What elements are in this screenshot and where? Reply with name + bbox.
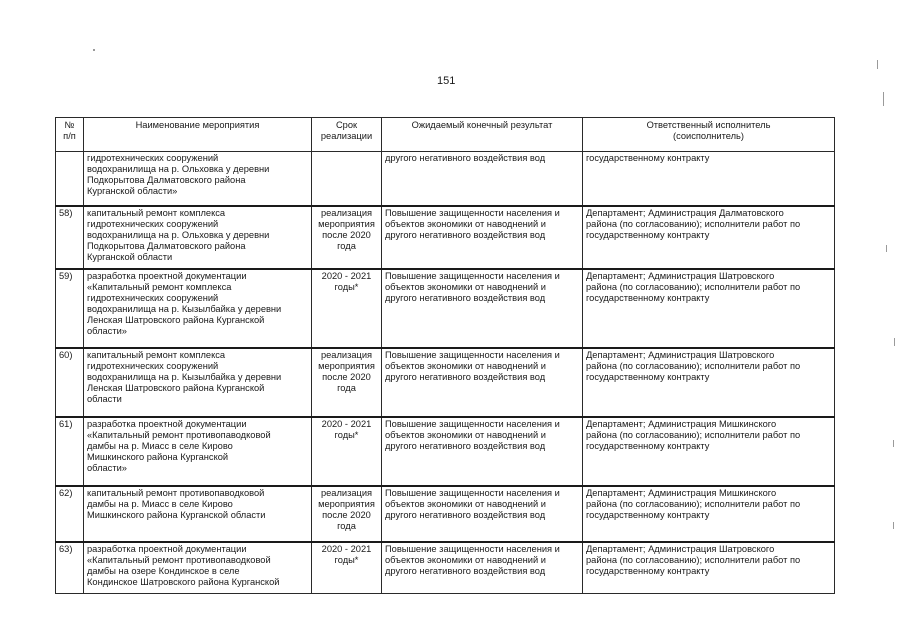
scan-speck — [93, 49, 95, 51]
row-measure-name: разработка проектной документации «Капитальный ремонт комплекса гидротехнических сооружений водохранилища на р. Кызылбайка у деревни Ленская Шатровского района Курганской области» — [84, 269, 312, 348]
row-responsible: Департамент; Администрация Шатровского района (по согласованию); исполнители работ по государственному контракту — [583, 542, 835, 594]
row-term — [312, 152, 382, 206]
header-result: Ожидаемый конечный результат — [382, 118, 583, 152]
row-term: 2020 - 2021 годы* — [312, 269, 382, 348]
measures-table — [55, 117, 835, 594]
row-responsible: Департамент; Администрация Шатровского района (по согласованию); исполнители работ по государственному контракту — [583, 269, 835, 348]
scan-speck — [894, 338, 895, 346]
table-row — [56, 152, 835, 206]
scan-speck — [886, 245, 887, 252]
row-result: Повышение защищенности населения и объектов экономики от наводнений и другого негативного воздействия вод — [382, 269, 583, 348]
row-term: реализация мероприятия после 2020 года — [312, 348, 382, 417]
row-result: Повышение защищенности населения и объектов экономики от наводнений и другого негативного воздействия вод — [382, 348, 583, 417]
row-number: 58) — [56, 206, 84, 269]
row-number — [56, 152, 84, 206]
row-number: 61) — [56, 417, 84, 486]
header-number: № п/п — [56, 118, 84, 152]
header-responsible: Ответственный исполнитель (соисполнитель) — [583, 118, 835, 152]
table-header-row — [56, 118, 835, 152]
row-result: Повышение защищенности населения и объектов экономики от наводнений и другого негативного воздействия вод — [382, 486, 583, 542]
table-row — [56, 417, 835, 486]
row-term: 2020 - 2021 годы* — [312, 417, 382, 486]
scan-speck — [893, 522, 894, 529]
row-result: Повышение защищенности населения и объектов экономики от наводнений и другого негативного воздействия вод — [382, 417, 583, 486]
table-row — [56, 542, 835, 594]
scan-speck — [877, 60, 878, 69]
scan-speck — [883, 92, 884, 106]
row-responsible: Департамент; Администрация Далматовского района (по согласованию); исполнители работ по государственному контракту — [583, 206, 835, 269]
row-number: 60) — [56, 348, 84, 417]
row-measure-name: гидротехнических сооружений водохранилища на р. Ольховка у деревни Подкорытова Далматовского района Курганской области» — [84, 152, 312, 206]
page-number: 151 — [437, 75, 456, 87]
header-name: Наименование мероприятия — [84, 118, 312, 152]
row-measure-name: капитальный ремонт противопаводковой дамбы на р. Миасс в селе Кирово Мишкинского района Курганской области — [84, 486, 312, 542]
header-term: Срок реализации — [312, 118, 382, 152]
row-measure-name: разработка проектной документации «Капитальный ремонт противопаводковой дамбы на озере Кондинское в селе Кондинское Шатровского района Курганской — [84, 542, 312, 594]
row-responsible: Департамент; Администрация Шатровского района (по согласованию); исполнители работ по государственному контракту — [583, 348, 835, 417]
table-row — [56, 348, 835, 417]
row-result: Повышение защищенности населения и объектов экономики от наводнений и другого негативного воздействия вод — [382, 206, 583, 269]
row-result: Повышение защищенности населения и объектов экономики от наводнений и другого негативного воздействия вод — [382, 542, 583, 594]
row-result: другого негативного воздействия вод — [382, 152, 583, 206]
row-number: 62) — [56, 486, 84, 542]
table-row — [56, 206, 835, 269]
row-measure-name: капитальный ремонт комплекса гидротехнических сооружений водохранилища на р. Кызылбайка у деревни Ленская Шатровского района Курганской области — [84, 348, 312, 417]
row-number: 59) — [56, 269, 84, 348]
row-measure-name: разработка проектной документации «Капитальный ремонт противопаводковой дамбы на р. Миасс в селе Кирово Мишкинского района Курганской области» — [84, 417, 312, 486]
table-row — [56, 269, 835, 348]
scan-speck — [893, 440, 894, 447]
row-term: реализация мероприятия после 2020 года — [312, 486, 382, 542]
row-responsible: Департамент; Администрация Мишкинского района (по согласованию); исполнители работ по государственному контракту — [583, 417, 835, 486]
table-row — [56, 486, 835, 542]
row-number: 63) — [56, 542, 84, 594]
row-measure-name: капитальный ремонт комплекса гидротехнических сооружений водохранилища на р. Ольховка у деревни Подкорытова Далматовского района Курганской области — [84, 206, 312, 269]
row-term: реализация мероприятия после 2020 года — [312, 206, 382, 269]
row-term: 2020 - 2021 годы* — [312, 542, 382, 594]
row-responsible: Департамент; Администрация Мишкинского района (по согласованию); исполнители работ по государственному контракту — [583, 486, 835, 542]
row-responsible: государственному контракту — [583, 152, 835, 206]
